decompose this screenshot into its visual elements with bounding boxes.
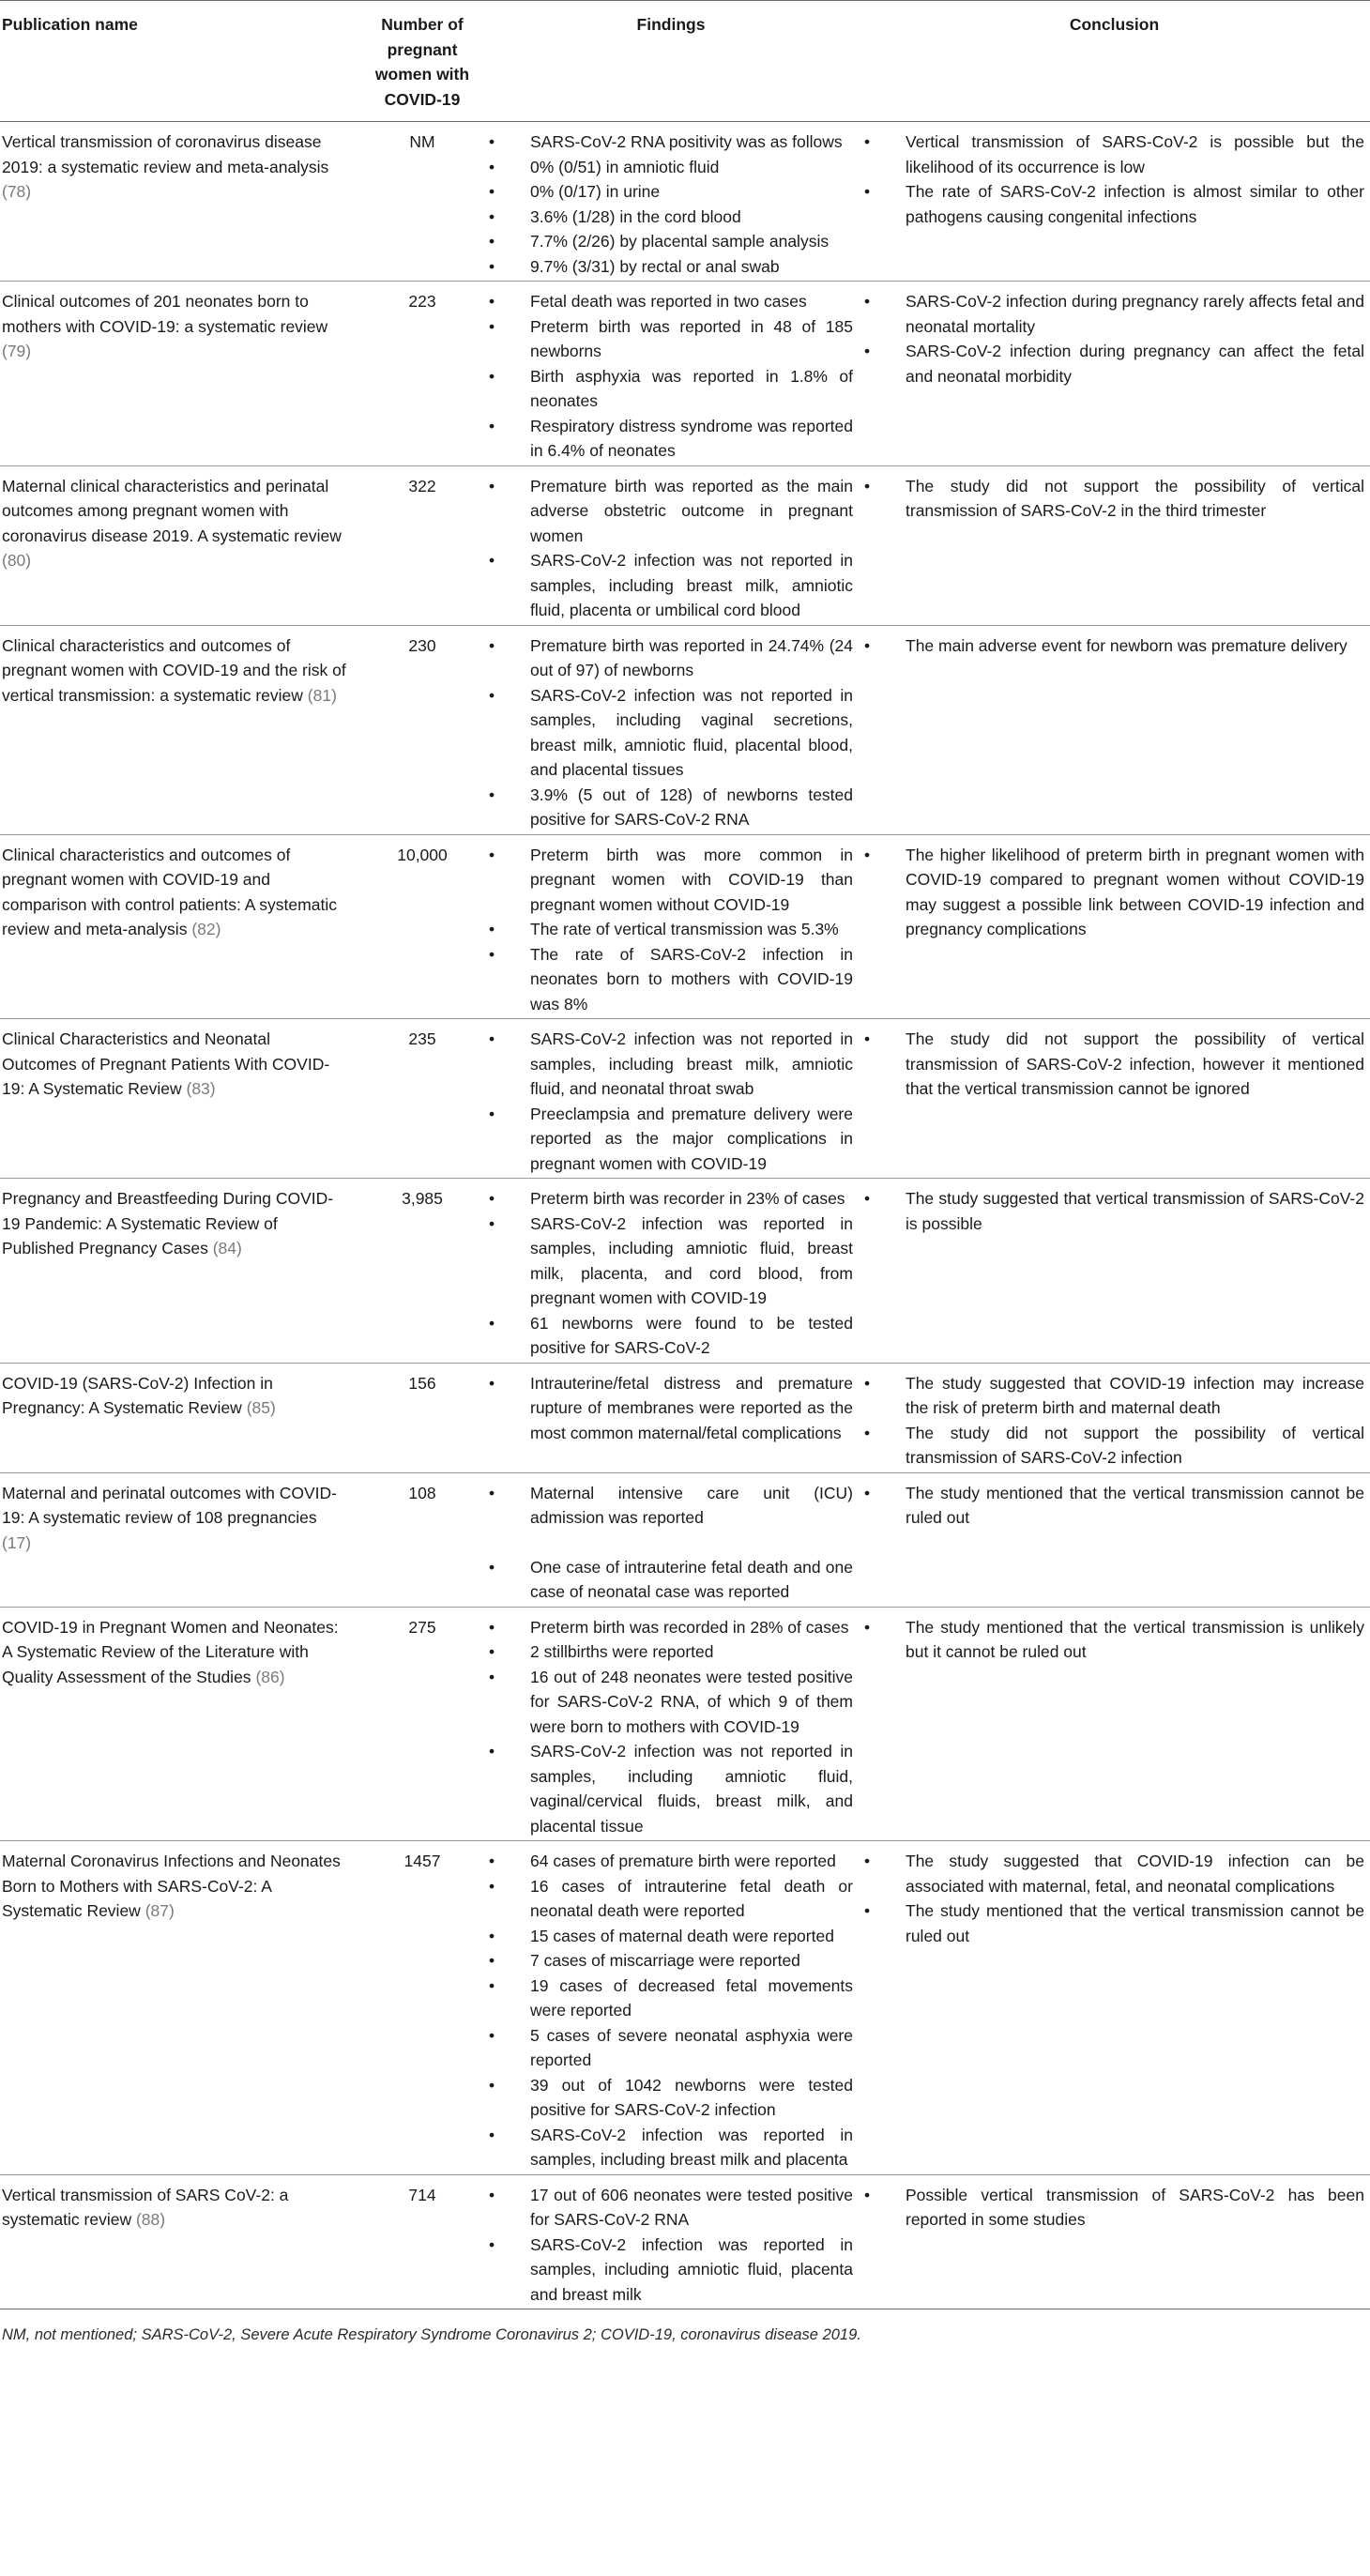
findings-cell [483, 1607, 859, 1841]
finding-item: • 9.7% (3/31) by rectal or anal swab [489, 254, 853, 280]
conclusion-cell [859, 122, 1370, 282]
reference-link[interactable]: (79) [2, 342, 32, 360]
conclusion-list [864, 1481, 1364, 1531]
findings-list [489, 1371, 853, 1446]
finding-item: • Premature birth was reported in 24.74% (24 out of 97) of newborns [489, 633, 853, 683]
conclusion-list [864, 130, 1364, 229]
finding-item: • Preterm birth was recorded in 28% of cases [489, 1615, 853, 1640]
patient-count: 3,985 [402, 1189, 443, 1208]
findings-list [489, 1615, 853, 1839]
finding-item: • 15 cases of maternal death were reported [489, 1924, 853, 1949]
conclusion-item: • The study mentioned that the vertical transmission is unlikely but it cannot be ruled out [864, 1615, 1364, 1665]
findings-list [489, 289, 853, 464]
finding-item: • SARS-CoV-2 infection was not reported in samples, including breast milk, amniotic fluid, placenta or umbilical cord blood [489, 548, 853, 623]
findings-cell [483, 625, 859, 834]
conclusion-list [864, 289, 1364, 389]
finding-item: • SARS-CoV-2 infection was not reported in samples, including breast milk, amniotic fluid, and neonatal throat swab [489, 1027, 853, 1102]
publication-cell [0, 625, 361, 834]
finding-item: • 0% (0/51) in amniotic fluid [489, 155, 853, 180]
finding-item: • SARS-CoV-2 infection was not reported in samples, including amniotic fluid, vaginal/cervical fluids, breast milk, and placental tissue [489, 1739, 853, 1838]
conclusion-cell [859, 465, 1370, 625]
findings-cell [483, 1019, 859, 1179]
reference-link[interactable]: (81) [307, 685, 337, 705]
findings-list [489, 2183, 853, 2308]
findings-cell [483, 282, 859, 466]
finding-item: • Premature birth was reported as the main adverse obstetric outcome in pregnant women [489, 474, 853, 549]
finding-item: • The rate of SARS-CoV-2 infection in neonates born to mothers with COVID-19 was 8% [489, 942, 853, 1017]
finding-item: • One case of intrauterine fetal death and one case of neonatal case was reported [489, 1555, 853, 1605]
findings-cell [483, 1179, 859, 1364]
publication-title: COVID-19 (SARS-CoV-2) Infection in Pregnancy: A Systematic Review [2, 1373, 273, 1417]
table-row [0, 465, 1370, 625]
findings-list [489, 1027, 853, 1176]
conclusion-list [864, 633, 1364, 659]
table-body [0, 122, 1370, 2309]
publication-title: Clinical characteristics and outcomes of pregnant women with COVID-19 and the risk of vertical transmission: a systematic review [2, 635, 346, 705]
conclusion-list [864, 1186, 1364, 1236]
finding-item: • 39 out of 1042 newborns were tested positive for SARS-CoV-2 infection [489, 2073, 853, 2123]
conclusion-list [864, 843, 1364, 942]
reference-link[interactable]: (78) [2, 182, 32, 201]
publication-cell [0, 1607, 361, 1841]
findings-list [489, 1849, 853, 2172]
findings-cell [483, 1363, 859, 1472]
finding-item: • 17 out of 606 neonates were tested positive for SARS-CoV-2 RNA [489, 2183, 853, 2233]
patient-count: 322 [408, 476, 436, 495]
reference-link[interactable]: (80) [2, 551, 32, 570]
finding-item: • Intrauterine/fetal distress and premature rupture of membranes were reported as the most common maternal/fetal complications [489, 1371, 853, 1446]
conclusion-list [864, 1027, 1364, 1102]
reference-link[interactable]: (88) [135, 2210, 166, 2229]
findings-cell [483, 1472, 859, 1607]
conclusion-cell [859, 1472, 1370, 1607]
reference-link[interactable]: (83) [186, 1079, 216, 1098]
patient-count: 156 [408, 1373, 436, 1393]
finding-item: • SARS-CoV-2 infection was reported in samples, including amniotic fluid, breast milk, placenta, and cord blood, from pregnant women with COVID-19 [489, 1212, 853, 1311]
conclusion-item: • The study mentioned that the vertical transmission cannot be ruled out [864, 1481, 1364, 1531]
conclusion-item: • The study did not support the possibility of vertical transmission of SARS-CoV-2 in the third trimester [864, 474, 1364, 524]
finding-item: • 16 cases of intrauterine fetal death or neonatal death were reported [489, 1874, 853, 1924]
table-row [0, 1472, 1370, 1607]
conclusion-cell [859, 1841, 1370, 2175]
table-row [0, 2174, 1370, 2309]
publication-cell [0, 1472, 361, 1607]
publication-title: Clinical Characteristics and Neonatal Outcomes of Pregnant Patients With COVID-19: A Systematic Review [2, 1029, 330, 1098]
findings-list [489, 633, 853, 832]
conclusion-item: • The higher likelihood of preterm birth in pregnant women with COVID-19 compared to pregnant women without COVID-19 may suggest a possible link between COVID-19 infection and pregnancy complications [864, 843, 1364, 942]
publication-title: Maternal and perinatal outcomes with COVID-19: A systematic review of 108 pregnancies [2, 1483, 337, 1527]
finding-item: • Respiratory distress syndrome was reported in 6.4% of neonates [489, 414, 853, 464]
publication-cell [0, 282, 361, 466]
reference-link[interactable]: (84) [212, 1239, 242, 1258]
publication-cell [0, 1179, 361, 1364]
header-row [0, 1, 1370, 122]
finding-item: • Fetal death was reported in two cases [489, 289, 853, 314]
finding-item: • 16 out of 248 neonates were tested positive for SARS-CoV-2 RNA, of which 9 of them were born to mothers with COVID-19 [489, 1665, 853, 1740]
finding-item: • 5 cases of severe neonatal asphyxia were reported [489, 2023, 853, 2073]
conclusion-item: • The study did not support the possibility of vertical transmission of SARS-CoV-2 infection, however it mentioned that the vertical transmission cannot be ignored [864, 1027, 1364, 1102]
finding-item: • SARS-CoV-2 infection was reported in samples, including amniotic fluid, placenta and breast milk [489, 2233, 853, 2308]
reference-link[interactable]: (87) [145, 1901, 175, 1920]
finding-item: • 64 cases of premature birth were reported [489, 1849, 853, 1874]
table-row [0, 1841, 1370, 2175]
conclusion-cell [859, 1363, 1370, 1472]
finding-item: • 3.9% (5 out of 128) of newborns tested positive for SARS-CoV-2 RNA [489, 783, 853, 832]
findings-cell [483, 465, 859, 625]
header-findings: Findings [636, 15, 706, 34]
table-row [0, 1019, 1370, 1179]
publication-title: COVID-19 in Pregnant Women and Neonates: A Systematic Review of the Literature with Quality Assessment of the Studies [2, 1617, 339, 1686]
table-row [0, 834, 1370, 1019]
conclusion-item: • The main adverse event for newborn was premature delivery [864, 633, 1364, 659]
conclusion-cell [859, 1179, 1370, 1364]
patient-count: NM [409, 132, 435, 151]
reference-link[interactable]: (17) [2, 1532, 32, 1552]
reference-link[interactable]: (86) [255, 1667, 285, 1686]
conclusion-cell [859, 625, 1370, 834]
conclusion-list [864, 1371, 1364, 1471]
conclusion-list [864, 474, 1364, 524]
publication-cell [0, 465, 361, 625]
conclusion-item: • The rate of SARS-CoV-2 infection is almost similar to other pathogens causing congenital infections [864, 179, 1364, 229]
publication-cell [0, 834, 361, 1019]
finding-item: • Birth asphyxia was reported in 1.8% of neonates [489, 364, 853, 414]
finding-item: • SARS-CoV-2 infection was reported in samples, including breast milk and placenta [489, 2123, 853, 2172]
publication-title: Maternal clinical characteristics and perinatal outcomes among pregnant women with coronavirus disease 2019. A systematic review [2, 476, 342, 545]
publication-title: Vertical transmission of coronavirus disease 2019: a systematic review and meta-analysis [2, 132, 329, 176]
publication-cell [0, 1841, 361, 2175]
findings-list [489, 474, 853, 623]
table-row [0, 1179, 1370, 1364]
finding-item: • Preterm birth was more common in pregnant women with COVID-19 than pregnant women without COVID-19 [489, 843, 853, 918]
findings-list [489, 1481, 853, 1605]
findings-list [489, 1186, 853, 1361]
patient-count: 223 [408, 292, 436, 311]
table-row [0, 122, 1370, 282]
table-row [0, 282, 1370, 466]
publication-cell [0, 1019, 361, 1179]
reference-link[interactable]: (82) [191, 920, 221, 938]
publication-title: Pregnancy and Breastfeeding During COVID-19 Pandemic: A Systematic Review of Published Pregnancy Cases [2, 1189, 334, 1258]
conclusion-list [864, 1849, 1364, 1948]
header-number: Number of pregnant women with COVID-19 [374, 15, 470, 109]
header-conclusion: Conclusion [1069, 15, 1160, 34]
finding-item: • 0% (0/17) in urine [489, 179, 853, 205]
patient-count: 108 [408, 1483, 436, 1502]
conclusion-list [864, 1615, 1364, 1665]
conclusion-list [864, 2183, 1364, 2233]
patient-count: 275 [408, 1617, 436, 1637]
conclusion-item: • The study suggested that COVID-19 infection can be associated with maternal, fetal, and neonatal complications [864, 1849, 1364, 1898]
publication-cell [0, 122, 361, 282]
findings-list [489, 843, 853, 1017]
finding-item: • The rate of vertical transmission was 5.3% [489, 917, 853, 942]
publication-title: Vertical transmission of SARS CoV-2: a systematic review [2, 2185, 289, 2229]
table-row [0, 625, 1370, 834]
findings-cell [483, 122, 859, 282]
finding-item: • SARS-CoV-2 RNA positivity was as follows [489, 130, 853, 155]
patient-count: 230 [408, 635, 436, 655]
conclusion-cell [859, 282, 1370, 466]
patient-count: 714 [408, 2185, 436, 2204]
publication-cell [0, 2174, 361, 2309]
table-row [0, 1363, 1370, 1472]
finding-item: • 3.6% (1/28) in the cord blood [489, 205, 853, 230]
finding-item: • Preterm birth was reported in 48 of 185 newborns [489, 314, 853, 364]
table-footnote: NM, not mentioned; SARS-CoV-2, Severe Acute Respiratory Syndrome Coronavirus 2; COVID-19, coronavirus disease 2019. [2, 2326, 861, 2343]
conclusion-item: • SARS-CoV-2 infection during pregnancy can affect the fetal and neonatal morbidity [864, 339, 1364, 389]
conclusion-item: • The study suggested that COVID-19 infection may increase the risk of preterm birth and maternal death [864, 1371, 1364, 1421]
reference-link[interactable]: (85) [246, 1398, 276, 1417]
finding-item: • Preeclampsia and premature delivery were reported as the major complications in pregnant women with COVID-19 [489, 1102, 853, 1177]
publication-title: Maternal Coronavirus Infections and Neonates Born to Mothers with SARS-CoV-2: A Systematic Review [2, 1852, 341, 1920]
finding-item: • Maternal intensive care unit (ICU) admission was reported [489, 1481, 853, 1531]
patient-count: 1457 [403, 1852, 441, 1870]
publication-title: Clinical outcomes of 201 neonates born to mothers with COVID-19: a systematic review [2, 292, 328, 336]
conclusion-item: • SARS-CoV-2 infection during pregnancy rarely affects fetal and neonatal mortality [864, 289, 1364, 339]
finding-item: • 7.7% (2/26) by placental sample analysis [489, 229, 853, 254]
patient-count: 10,000 [397, 845, 448, 864]
finding-item: • 61 newborns were found to be tested positive for SARS-CoV-2 [489, 1311, 853, 1361]
table-row [0, 1607, 1370, 1841]
conclusion-item: • The study mentioned that the vertical transmission cannot be ruled out [864, 1898, 1364, 1948]
conclusion-cell [859, 834, 1370, 1019]
conclusion-item: • Vertical transmission of SARS-CoV-2 is possible but the likelihood of its occurrence is low [864, 130, 1364, 179]
table-header [0, 1, 1370, 122]
conclusion-cell [859, 1607, 1370, 1841]
publication-cell [0, 1363, 361, 1472]
finding-item: • 19 cases of decreased fetal movements were reported [489, 1974, 853, 2023]
conclusion-item: • Possible vertical transmission of SARS-CoV-2 has been reported in some studies [864, 2183, 1364, 2233]
findings-cell [483, 834, 859, 1019]
finding-item: • 7 cases of miscarriage were reported [489, 1948, 853, 1974]
findings-cell [483, 2174, 859, 2309]
finding-item: • 2 stillbirths were reported [489, 1639, 853, 1665]
finding-item: • SARS-CoV-2 infection was not reported in samples, including vaginal secretions, breast milk, amniotic fluid, placental blood, and placental tissues [489, 683, 853, 783]
findings-list [489, 130, 853, 279]
publication-title: Clinical characteristics and outcomes of pregnant women with COVID-19 and comparison with control patients: A systematic review and meta-analysis [2, 845, 337, 938]
finding-item: • Preterm birth was recorder in 23% of cases [489, 1186, 853, 1212]
header-publication: Publication name [2, 15, 138, 34]
findings-cell [483, 1841, 859, 2175]
conclusion-item: • The study did not support the possibility of vertical transmission of SARS-CoV-2 infection [864, 1421, 1364, 1471]
patient-count: 235 [408, 1029, 436, 1048]
conclusion-cell [859, 2174, 1370, 2309]
conclusion-cell [859, 1019, 1370, 1179]
conclusion-item: • The study suggested that vertical transmission of SARS-CoV-2 is possible [864, 1186, 1364, 1236]
